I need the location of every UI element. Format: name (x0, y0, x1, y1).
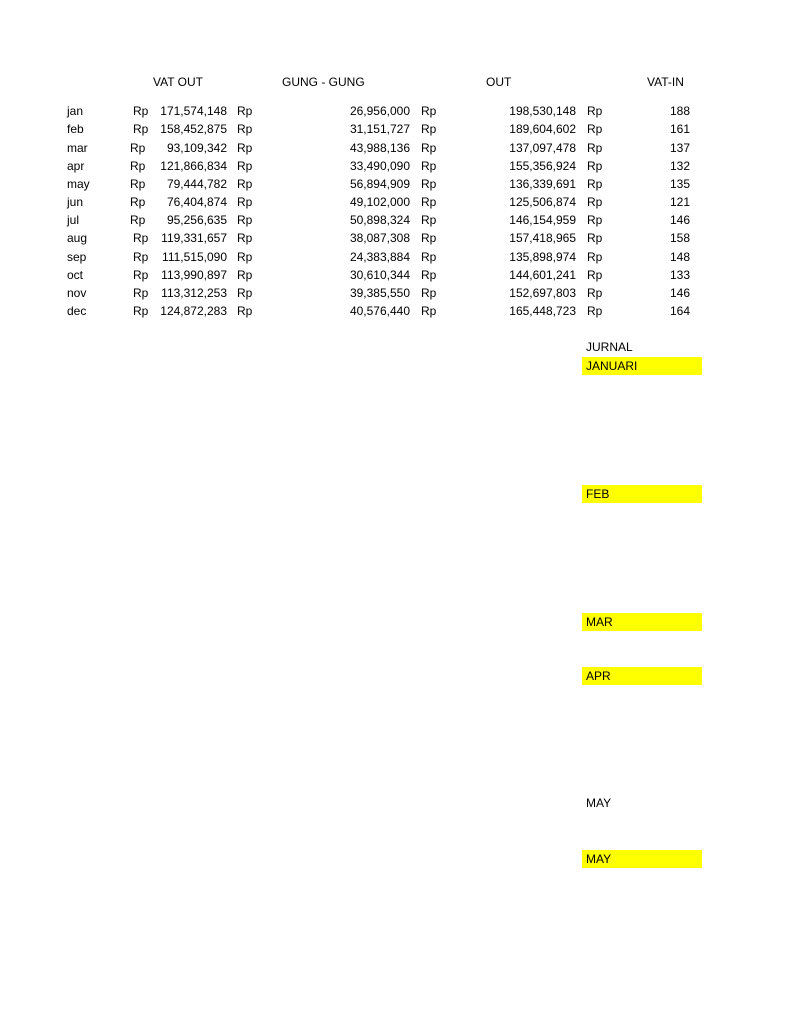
section-label: MAY (586, 852, 612, 866)
currency-label: Rp (133, 286, 149, 300)
currency-label: Rp (133, 250, 149, 264)
currency-label: Rp (421, 104, 437, 118)
vat-out-cell: 124,872,283 (160, 304, 227, 318)
table-row (0, 120, 800, 138)
currency-label: Rp (237, 122, 253, 136)
month-cell: sep (67, 250, 87, 264)
vat-in-cell: 146 (670, 213, 691, 227)
gung-gung-cell: 43,988,136 (349, 141, 410, 155)
gung-gung-cell: 39,385,550 (349, 286, 410, 300)
currency-label: Rp (237, 231, 253, 245)
out-cell: 137,097,478 (509, 141, 576, 155)
vat-out-cell: 79,444,782 (166, 177, 227, 191)
vat-in-cell: 148 (670, 250, 691, 264)
out-cell: 152,697,803 (509, 286, 576, 300)
currency-label: Rp (587, 286, 603, 300)
vat-in-cell: 146 (670, 286, 691, 300)
vat-in-cell: 161 (670, 122, 691, 136)
vat-out-cell: 121,866,834 (160, 159, 227, 173)
currency-label: Rp (237, 159, 253, 173)
currency-label: Rp (130, 195, 146, 209)
gung-gung-cell: 31,151,727 (349, 122, 410, 136)
currency-label: Rp (130, 177, 146, 191)
currency-label: Rp (133, 268, 149, 282)
currency-label: Rp (237, 195, 253, 209)
section-label: MAR (586, 615, 613, 629)
currency-label: Rp (421, 213, 437, 227)
month-cell: mar (67, 141, 88, 155)
currency-label: Rp (421, 286, 437, 300)
currency-label: Rp (421, 141, 437, 155)
table-row (0, 266, 800, 284)
gung-gung-cell: 49,102,000 (349, 195, 410, 209)
currency-label: Rp (237, 304, 253, 318)
currency-label: Rp (587, 177, 603, 191)
currency-label: Rp (130, 213, 146, 227)
currency-label: Rp (421, 304, 437, 318)
month-cell: jun (67, 195, 84, 209)
header-gung-gung: GUNG - GUNG (282, 75, 365, 89)
gung-gung-cell: 40,576,440 (349, 304, 410, 318)
currency-label: Rp (587, 122, 603, 136)
table-row (0, 157, 800, 175)
currency-label: Rp (133, 231, 149, 245)
currency-label: Rp (237, 104, 253, 118)
month-cell: dec (67, 304, 87, 318)
month-cell: apr (67, 159, 85, 173)
vat-out-cell: 119,331,657 (161, 231, 227, 245)
gung-gung-cell: 38,087,308 (349, 231, 410, 245)
currency-label: Rp (421, 268, 437, 282)
vat-out-cell: 113,312,253 (161, 286, 227, 300)
out-cell: 155,356,924 (509, 159, 576, 173)
jurnal-section-apr (582, 667, 702, 685)
table-row (0, 229, 800, 247)
jurnal-section-mar (582, 613, 702, 631)
month-cell: jul (67, 213, 80, 227)
vat-in-cell: 158 (670, 231, 691, 245)
currency-label: Rp (587, 213, 603, 227)
out-cell: 135,898,974 (509, 250, 576, 264)
currency-label: Rp (587, 159, 603, 173)
out-cell: 165,448,723 (509, 304, 576, 318)
vat-out-cell: 158,452,875 (160, 122, 227, 136)
gung-gung-cell: 50,898,324 (349, 213, 410, 227)
out-cell: 136,339,691 (509, 177, 576, 191)
jurnal-section-feb (582, 485, 702, 503)
month-cell: feb (67, 122, 84, 136)
currency-label: Rp (237, 286, 253, 300)
header-out: OUT (486, 75, 512, 89)
vat-in-cell: 164 (670, 304, 691, 318)
month-cell: nov (67, 286, 87, 300)
currency-label: Rp (133, 104, 149, 118)
gung-gung-cell: 56,894,909 (349, 177, 410, 191)
currency-label: Rp (421, 231, 437, 245)
currency-label: Rp (421, 195, 437, 209)
month-cell: jan (67, 104, 84, 118)
vat-in-cell: 133 (670, 268, 691, 282)
section-label: JANUARI (586, 359, 638, 373)
out-cell: 125,506,874 (509, 195, 576, 209)
table-row (0, 175, 800, 193)
currency-label: Rp (237, 213, 253, 227)
gung-gung-cell: 33,490,090 (349, 159, 410, 173)
vat-in-cell: 132 (670, 159, 691, 173)
currency-label: Rp (237, 177, 253, 191)
month-cell: aug (67, 231, 88, 245)
currency-label: Rp (133, 304, 149, 318)
jurnal-section-januari (582, 357, 702, 375)
currency-label: Rp (421, 250, 437, 264)
currency-label: Rp (421, 177, 437, 191)
currency-label: Rp (421, 159, 437, 173)
currency-label: Rp (587, 250, 603, 264)
currency-label: Rp (237, 141, 253, 155)
currency-label: Rp (130, 159, 146, 173)
table-row (0, 102, 800, 120)
gung-gung-cell: 30,610,344 (349, 268, 410, 282)
table-row (0, 248, 800, 266)
jurnal-section-may (582, 850, 702, 868)
currency-label: Rp (587, 231, 603, 245)
table-row (0, 211, 800, 229)
section-label: FEB (586, 487, 610, 501)
out-cell: 146,154,959 (509, 213, 576, 227)
vat-in-cell: 135 (670, 177, 691, 191)
section-label: APR (586, 669, 611, 683)
table-row (0, 284, 800, 302)
out-cell: 198,530,148 (509, 104, 576, 118)
currency-label: Rp (133, 122, 149, 136)
header-vat-in: VAT-IN (647, 75, 684, 89)
out-cell: 144,601,241 (509, 268, 576, 282)
currency-label: Rp (237, 268, 253, 282)
currency-label: Rp (587, 195, 603, 209)
month-cell: may (67, 177, 90, 191)
out-cell: 189,604,602 (509, 122, 576, 136)
out-cell: 157,418,965 (509, 231, 576, 245)
table-row (0, 302, 800, 320)
month-cell: oct (67, 268, 84, 282)
vat-out-cell: 113,990,897 (161, 268, 227, 282)
vat-out-cell: 111,515,090 (162, 250, 227, 264)
vat-out-cell: 171,574,148 (160, 104, 227, 118)
table-row (0, 193, 800, 211)
currency-label: Rp (421, 122, 437, 136)
vat-in-cell: 137 (670, 141, 691, 155)
jurnal-label-may: MAY (586, 796, 612, 810)
vat-out-cell: 93,109,342 (166, 141, 227, 155)
gung-gung-cell: 24,383,884 (349, 250, 410, 264)
header-vat-out: VAT OUT (153, 75, 204, 89)
currency-label: Rp (587, 141, 603, 155)
gung-gung-cell: 26,956,000 (349, 104, 410, 118)
currency-label: Rp (587, 268, 603, 282)
jurnal-label: JURNAL (586, 340, 633, 354)
currency-label: Rp (237, 250, 253, 264)
vat-out-cell: 76,404,874 (166, 195, 227, 209)
currency-label: Rp (587, 104, 603, 118)
currency-label: Rp (587, 304, 603, 318)
currency-label: Rp (130, 141, 146, 155)
vat-in-cell: 188 (670, 104, 691, 118)
vat-out-cell: 95,256,635 (166, 213, 227, 227)
table-row (0, 139, 800, 157)
vat-in-cell: 121 (670, 195, 691, 209)
